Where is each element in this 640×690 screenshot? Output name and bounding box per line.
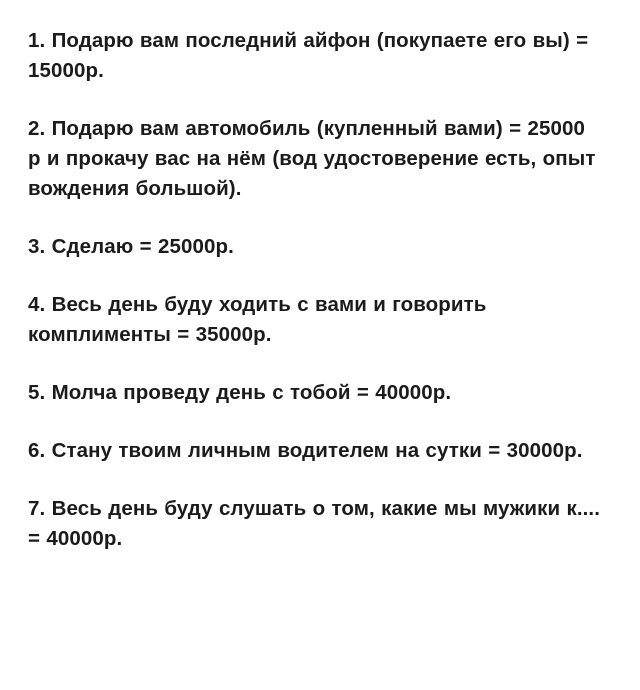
list-item: 4. Весь день буду ходить с вами и говорить комплименты = 35000р. <box>28 293 487 346</box>
list-item: 3. Сделаю = 25000р. <box>28 235 234 258</box>
list-item: 6. Стану твоим личным водителем на сутки = 30000р. <box>28 439 583 462</box>
list-item: 5. Молча проведу день с тобой = 40000р. <box>28 381 452 404</box>
list-item: 7. Весь день буду слушать о том, какие мы мужики к.... = 40000р. <box>28 497 601 550</box>
list-item: 1. Подарю вам последний айфон (покупаете его вы) = 15000р. <box>28 29 589 82</box>
list-item: 2. Подарю вам автомобиль (купленный вами) = 25000 р и прокачу вас на нём (вод удостоверение есть, опыт вождения большой). <box>28 117 596 200</box>
